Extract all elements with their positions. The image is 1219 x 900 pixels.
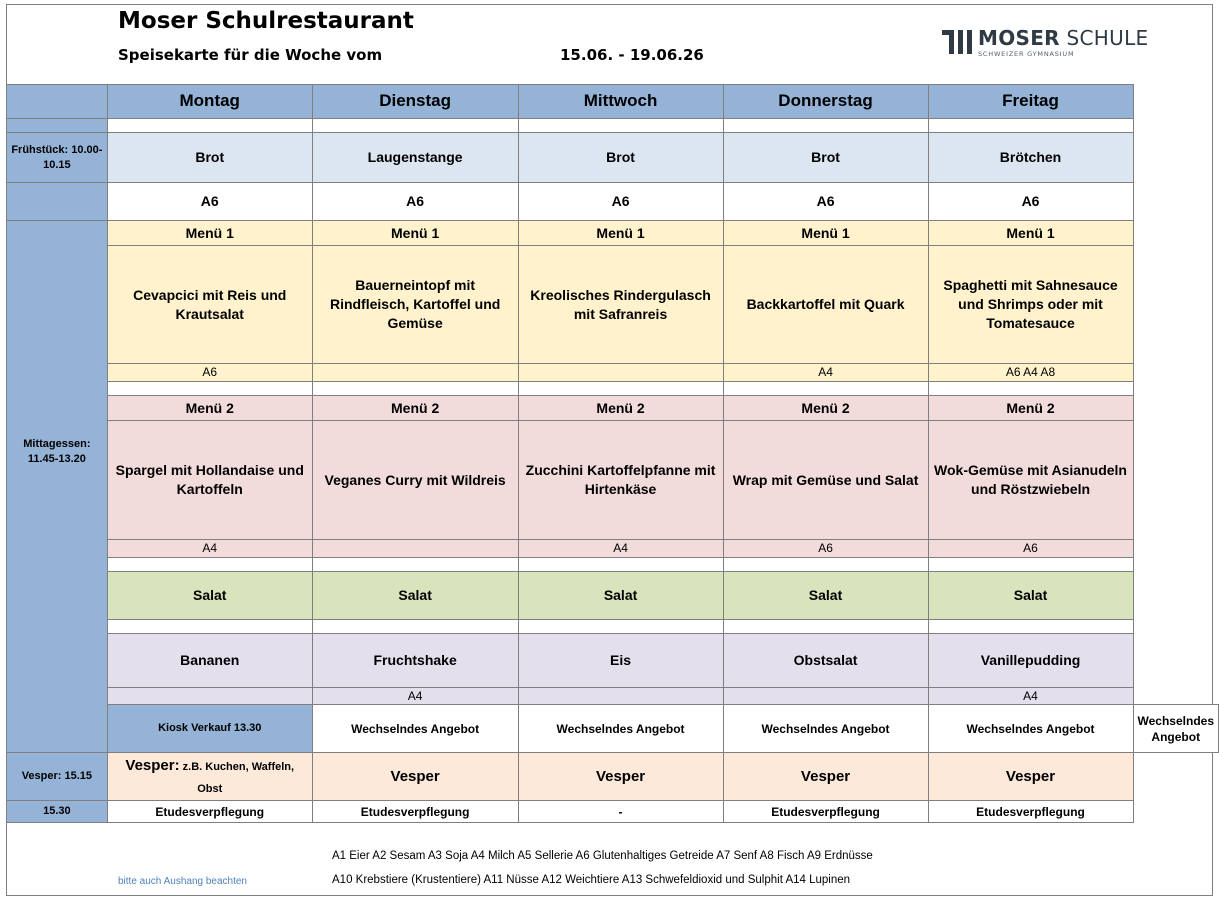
menu1-dish: Cevapcici mit Reis und Krautsalat	[107, 246, 312, 364]
kiosk-label: Kiosk Verkauf 13.30	[107, 705, 312, 753]
breakfast-item: Brot	[107, 133, 312, 183]
kiosk-item: Wechselndes Angebot	[518, 705, 723, 753]
breakfast-item: Brot	[518, 133, 723, 183]
spacer-row	[7, 382, 1219, 396]
kiosk-item: Wechselndes Angebot	[312, 705, 518, 753]
menu2-dish: Veganes Curry mit Wildreis	[312, 421, 518, 540]
menu1-dish: Bauerneintopf mit Rindfleisch, Kartoffel und Gemüse	[312, 246, 518, 364]
menu1-dish: Backkartoffel mit Quark	[723, 246, 928, 364]
salad-item: Salat	[107, 572, 312, 620]
dessert-item: Eis	[518, 634, 723, 688]
breakfast-allergen: A6	[928, 183, 1133, 221]
day-header-row	[7, 85, 1219, 119]
kiosk-item: Wechselndes Angebot	[1133, 705, 1218, 753]
etudes-label: 15.30	[7, 801, 108, 823]
vesper-item: Vesper	[928, 753, 1133, 801]
menu1-allergen	[518, 364, 723, 382]
menu1-label: Menü 1	[518, 221, 723, 246]
spacer-row	[7, 558, 1219, 572]
menu2-label: Menü 2	[723, 396, 928, 421]
dessert-item: Obstsalat	[723, 634, 928, 688]
salad-row	[7, 572, 1219, 620]
kiosk-row	[7, 705, 1219, 753]
menu2-dish-row	[7, 421, 1219, 540]
logo-wordmark: MOSER SCHULE	[978, 26, 1149, 50]
etudes-item: Etudesverpflegung	[723, 801, 928, 823]
dessert-allergen	[518, 688, 723, 705]
breakfast-item: Brot	[723, 133, 928, 183]
vesper-item: Vesper: z.B. Kuchen, Waffeln, Obst	[107, 753, 312, 801]
salad-item: Salat	[518, 572, 723, 620]
vesper-item: Vesper	[518, 753, 723, 801]
notice-hint: bitte auch Aushang beachten	[118, 876, 247, 887]
menu1-allergen: A6 A4 A8	[928, 364, 1133, 382]
menu1-label: Menü 1	[928, 221, 1133, 246]
menu2-allergen-row	[7, 540, 1219, 558]
dessert-allergen	[723, 688, 928, 705]
menu2-allergen	[312, 540, 518, 558]
menu2-dish: Zucchini Kartoffelpfanne mit Hirtenkäse	[518, 421, 723, 540]
menu2-dish: Wrap mit Gemüse und Salat	[723, 421, 928, 540]
menu1-dish-row	[7, 246, 1219, 364]
vesper-item: Vesper	[723, 753, 928, 801]
menu2-label: Menü 2	[518, 396, 723, 421]
etudes-row	[7, 801, 1219, 823]
kiosk-item: Wechselndes Angebot	[928, 705, 1133, 753]
week-date-range: 15.06. - 19.06.26	[560, 46, 704, 64]
dessert-item: Fruchtshake	[312, 634, 518, 688]
etudes-item: Etudesverpflegung	[107, 801, 312, 823]
breakfast-label: Frühstück: 10.00-10.15	[7, 133, 108, 183]
breakfast-item: Brötchen	[928, 133, 1133, 183]
menu2-label: Menü 2	[312, 396, 518, 421]
vesper-row	[7, 753, 1219, 801]
menu2-label: Menü 2	[928, 396, 1133, 421]
menu1-label: Menü 1	[312, 221, 518, 246]
menu1-label-row	[7, 221, 1219, 246]
dessert-allergen	[107, 688, 312, 705]
dessert-row	[7, 634, 1219, 688]
school-logo	[942, 26, 1182, 60]
vesper-item: Vesper	[312, 753, 518, 801]
breakfast-allergen: A6	[518, 183, 723, 221]
dessert-allergen: A4	[928, 688, 1133, 705]
menu2-allergen: A4	[518, 540, 723, 558]
kiosk-item: Wechselndes Angebot	[723, 705, 928, 753]
etudes-item: -	[518, 801, 723, 823]
menu1-dish: Spaghetti mit Sahnesauce und Shrimps oder mit Tomatesauce	[928, 246, 1133, 364]
menu2-allergen: A4	[107, 540, 312, 558]
menu1-allergen: A6	[107, 364, 312, 382]
page-title: Moser Schulrestaurant	[118, 8, 414, 34]
allergen-legend-line1: A1 Eier A2 Sesam A3 Soja A4 Milch A5 Sellerie A6 Glutenhaltiges Getreide A7 Senf A8 Fisch A9 Erdnüsse	[332, 850, 873, 862]
vesper-label: Vesper: 15.15	[7, 753, 108, 801]
day-header-wed: Mittwoch	[518, 85, 723, 119]
etudes-item: Etudesverpflegung	[312, 801, 518, 823]
day-header-fri: Freitag	[928, 85, 1133, 119]
day-header-thu: Donnerstag	[723, 85, 928, 119]
menu1-dish: Kreolisches Rindergulasch mit Safranreis	[518, 246, 723, 364]
salad-item: Salat	[928, 572, 1133, 620]
menu2-allergen: A6	[723, 540, 928, 558]
menu1-label: Menü 1	[723, 221, 928, 246]
menu2-label-row	[7, 396, 1219, 421]
breakfast-allergen: A6	[723, 183, 928, 221]
logo-tagline: SCHWEIZER GYMNASIUM	[978, 50, 1075, 58]
dessert-item: Bananen	[107, 634, 312, 688]
breakfast-allergen: A6	[107, 183, 312, 221]
breakfast-allergen: A6	[312, 183, 518, 221]
spacer-row	[7, 119, 1219, 133]
spacer-row	[7, 620, 1219, 634]
menu2-dish: Spargel mit Hollandaise und Kartoffeln	[107, 421, 312, 540]
etudes-item: Etudesverpflegung	[928, 801, 1133, 823]
weekly-menu-table	[6, 84, 1219, 823]
allergen-legend-line2: A10 Krebstiere (Krustentiere) A11 Nüsse A12 Weichtiere A13 Schwefeldioxid und Sulphit A14 Lupinen	[332, 874, 851, 886]
lunch-label: Mittagessen: 11.45-13.20	[7, 221, 108, 753]
menu2-allergen: A6	[928, 540, 1133, 558]
menu1-allergen	[312, 364, 518, 382]
menu1-label: Menü 1	[107, 221, 312, 246]
salad-item: Salat	[312, 572, 518, 620]
menu2-dish: Wok-Gemüse mit Asianudeln und Röstzwiebeln	[928, 421, 1133, 540]
menu2-label: Menü 2	[107, 396, 312, 421]
corner-cell	[7, 85, 108, 119]
dessert-allergen-row	[7, 688, 1219, 705]
breakfast-allergen-row	[7, 183, 1219, 221]
dessert-item: Vanillepudding	[928, 634, 1133, 688]
salad-item: Salat	[723, 572, 928, 620]
menu1-allergen: A4	[723, 364, 928, 382]
day-header-tue: Dienstag	[312, 85, 518, 119]
dessert-allergen: A4	[312, 688, 518, 705]
menu1-allergen-row	[7, 364, 1219, 382]
breakfast-item: Laugenstange	[312, 133, 518, 183]
logo-mark-icon	[942, 30, 972, 56]
breakfast-row	[7, 133, 1219, 183]
page-subtitle: Speisekarte für die Woche vom	[118, 46, 383, 64]
day-header-mon: Montag	[107, 85, 312, 119]
